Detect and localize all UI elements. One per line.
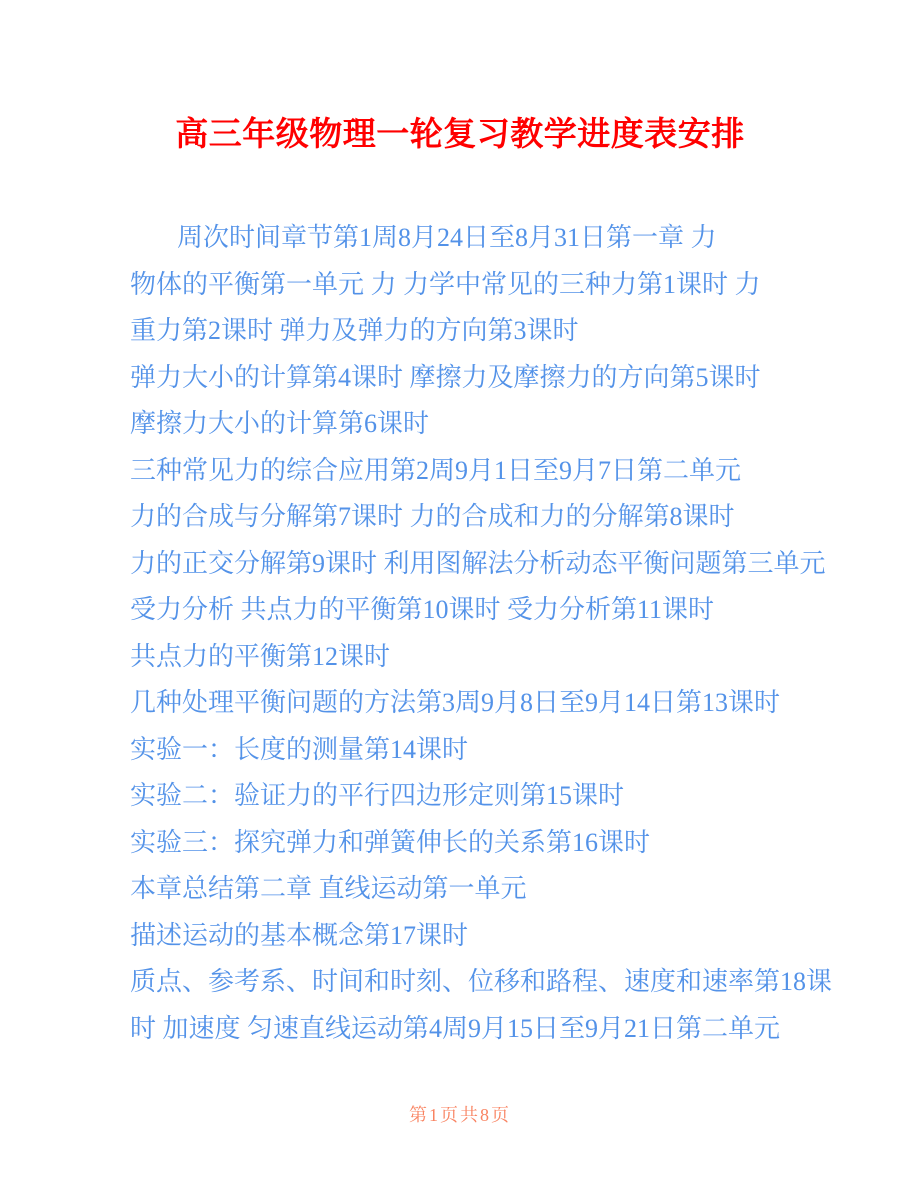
paragraph-line: 共点力的平衡第12课时 [130,641,391,671]
paragraph-line: 周次时间章节第1周8月24日至8月31日第一章 力 [177,223,717,252]
document-title: 高三年级物理一轮复习教学进度表安排 [175,115,745,152]
document-body [130,215,833,1052]
paragraph-line: 三种常见力的综合应用第2周9月1日至9月7日第二单元 [130,455,742,485]
paragraph-line: 质点、参考系、时间和时刻、位移和路程、速度和速率第18课 [130,967,833,996]
paragraph-line: 实验一：长度的测量第14课时 [130,734,469,764]
paragraph-line: 几种处理平衡问题的方法第3周9月8日至9月14日第13课时 [130,688,781,717]
paragraph-line: 时 加速度 匀速直线运动第4周9月15日至9月21日第二单元 [130,1013,781,1043]
paragraph-line: 物体的平衡第一单元 力 力学中常见的三种力第1课时 力 [130,269,761,299]
paragraph-line: 受力分析 共点力的平衡第10课时 受力分析第11课时 [130,595,715,624]
paragraph-line: 摩擦力大小的计算第6课时 [130,409,430,438]
paragraph-line: 实验三：探究弹力和弹簧伸长的关系第16课时 [130,827,651,857]
paragraph-line: 力的合成与分解第7课时 力的合成和力的分解第8课时 [130,502,735,531]
paragraph-line: 弹力大小的计算第4课时 摩擦力及摩擦力的方向第5课时 [130,362,761,392]
page-footer: 第1页共8页 [409,1105,511,1125]
paragraph-line: 描述运动的基本概念第17课时 [130,920,469,950]
paragraph-line: 实验二：验证力的平行四边形定则第15课时 [130,781,625,810]
paragraph-line: 力的正交分解第9课时 利用图解法分析动态平衡问题第三单元 [130,548,826,578]
paragraph-line: 重力第2课时 弹力及弹力的方向第3课时 [130,316,579,345]
paragraph-line: 本章总结第二章 直线运动第一单元 [130,874,527,903]
